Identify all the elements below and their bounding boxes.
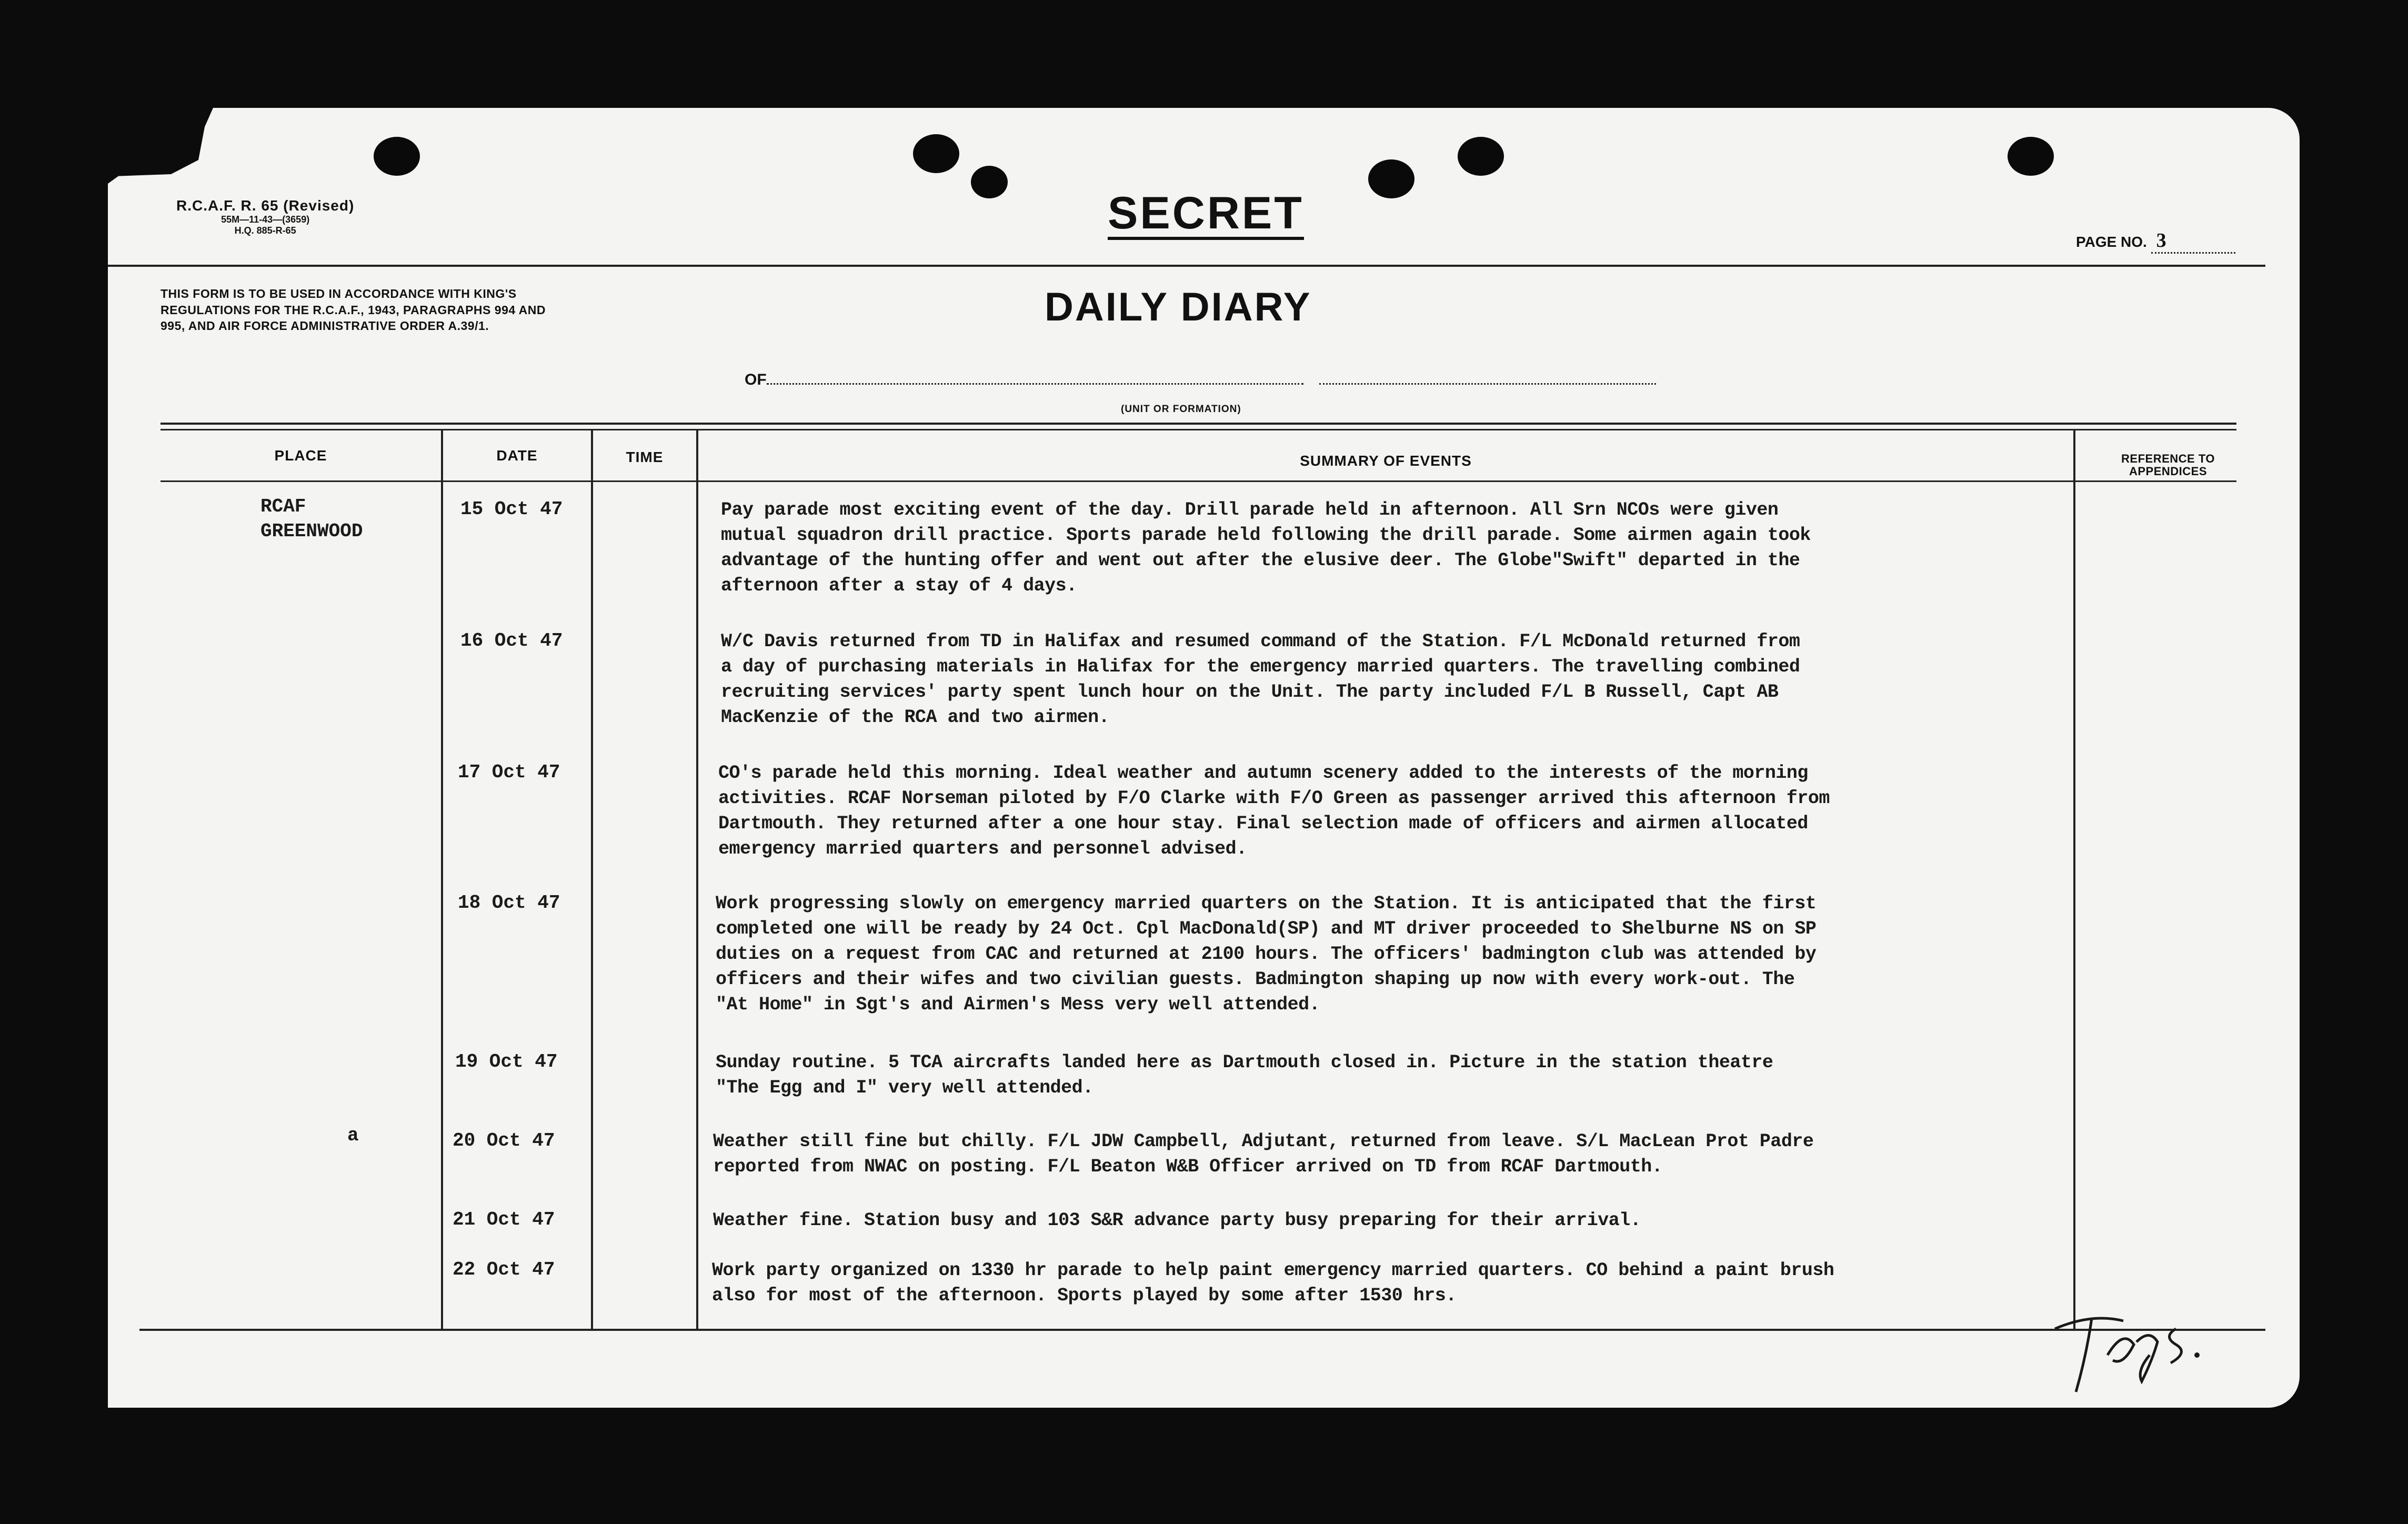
entry-date: 17 Oct 47 [458,761,560,783]
header-bottom-rule [160,480,2236,482]
page-title: DAILY DIARY [1045,285,1312,329]
summary-line: "At Home" in Sgt's and Airmen's Mess very well attended. [716,994,1320,1015]
summary-line: CO's parade held this morning. Ideal weather and autumn scenery added to the interests of the morning [718,763,1808,784]
entry-date: 22 Oct 47 [453,1259,555,1280]
summary-line: Weather still fine but chilly. F/L JDW Campbell, Adjutant, returned from leave. S/L MacLean Prot Padre [713,1131,1814,1152]
summary-line: Work progressing slowly on emergency married quarters on the Station. It is anticipated that the first [716,893,1817,914]
table-top-rule-2 [160,429,2236,430]
entry-date: 16 Oct 47 [460,630,563,651]
column-divider-date [591,429,593,1330]
summary-line: MacKenzie of the RCA and two airmen. [721,707,1110,728]
entry-date: 18 Oct 47 [458,892,560,914]
table-top-rule [160,423,2236,425]
hq-reference: H.Q. 885-R-65 [234,225,296,236]
diary-page [108,108,2300,1408]
classification-stamp: SECRET [1108,189,1304,240]
form-number: R.C.A.F. R. 65 (Revised) [176,197,355,214]
summary-line: Weather fine. Station busy and 103 S&R advance party busy preparing for their arrival. [713,1210,1641,1231]
column-header-time: TIME [626,449,664,465]
page-number-field [2076,229,2235,254]
table-bottom-rule [139,1329,2265,1331]
binder-hole [2008,137,2054,176]
summary-line: Pay parade most exciting event of the day. Drill parade held in afternoon. All Srn NCOs were given [721,499,1779,520]
torn-corner [108,108,213,203]
form-reference [176,197,354,236]
place-line-1: RCAF [260,496,306,517]
binder-hole [1368,159,1414,198]
summary-line: officers and their wifes and two civilian guests. Badmington shaping up now with every work-out. The [716,969,1795,990]
column-divider-time [696,429,698,1330]
summary-line: activities. RCAF Norseman piloted by F/O Clarke with F/O Green as passenger arrived this afternoon from [718,788,1830,809]
entry-date: 19 Oct 47 [455,1051,558,1072]
summary-line: completed one will be ready by 24 Oct. Cpl MacDonald(SP) and MT driver proceeded to Shelburne NS on SP [716,918,1817,939]
column-header-date: DATE [496,447,538,464]
summary-line: recruiting services' party spent lunch hour on the Unit. The party included F/L B Russell, Capt AB [721,681,1779,703]
place-line-2: GREENWOOD [260,520,363,542]
binder-hole [913,134,959,173]
summary-line: W/C Davis returned from TD in Halifax and resumed command of the Station. F/L McDonald returned from [721,631,1800,652]
page-number-value: 3 [2151,229,2235,254]
column-header-reference: REFERENCE TO APPENDICES [2121,452,2215,478]
form-instructions: THIS FORM IS TO BE USED IN ACCORDANCE WITH KING'S REGULATIONS FOR THE R.C.A.F., 1943, PARAGRAPHS 994 AND 995, AND AIR FORCE ADMINISTRATIVE ORDER A.39/1. [160,287,546,333]
entry-summary [712,1258,2075,1308]
unit-field-caption: (UNIT OR FORMATION) [1121,404,1241,415]
handwritten-initials [2044,1292,2213,1397]
entry-summary [721,497,2084,598]
print-code: 55M—11-43—(3659) [221,214,310,225]
unit-field [745,371,1656,389]
page-number-label: PAGE NO. [2076,234,2147,250]
summary-line: afternoon after a stay of 4 days. [721,575,1077,596]
summary-line: mutual squadron drill practice. Sports parade held following the drill parade. Some airmen again took [721,525,1811,546]
entry-date: 21 Oct 47 [453,1209,555,1230]
summary-line: reported from NWAC on posting. F/L Beaton W&B Officer arrived on TD from RCAF Dartmouth. [713,1156,1663,1177]
entry-summary [716,891,2079,1017]
summary-line: "The Egg and I" very well attended. [716,1077,1093,1098]
entry-summary [713,1129,2076,1179]
summary-line: duties on a request from CAC and returned at 2100 hours. The officers' badmington club was attended by [716,944,1817,965]
binder-hole [374,137,420,176]
entry-summary [713,1208,2076,1233]
entry-summary [721,629,2084,730]
binder-hole [1458,137,1504,176]
entry-date: 20 Oct 47 [453,1130,555,1151]
place-margin-mark: a [347,1125,359,1146]
header-rule [108,265,2265,267]
entry-date: 15 Oct 47 [460,498,563,520]
summary-line: Dartmouth. They returned after a one hour stay. Final selection made of officers and airmen allocated [718,813,1808,834]
unit-field-label: OF [745,371,767,388]
summary-line: Sunday routine. 5 TCA aircrafts landed here as Dartmouth closed in. Picture in the station theatre [716,1052,1773,1073]
summary-line: Work party organized on 1330 hr parade to help paint emergency married quarters. CO behind a paint brush [712,1260,1834,1281]
entry-summary [716,1050,2079,1100]
column-header-summary: SUMMARY OF EVENTS [1300,453,1472,469]
column-header-place: PLACE [274,447,327,464]
summary-line: emergency married quarters and personnel advised. [718,838,1247,859]
summary-line: also for most of the afternoon. Sports played by some after 1530 hrs. [712,1285,1457,1306]
summary-line: advantage of the hunting offer and went out after the elusive deer. The Globe"Swift" departed in the [721,550,1800,571]
summary-line: a day of purchasing materials in Halifax for the emergency married quarters. The travelling combined [721,656,1800,677]
column-divider-place [441,429,443,1330]
binder-hole [971,166,1008,198]
entry-summary [718,760,2081,861]
